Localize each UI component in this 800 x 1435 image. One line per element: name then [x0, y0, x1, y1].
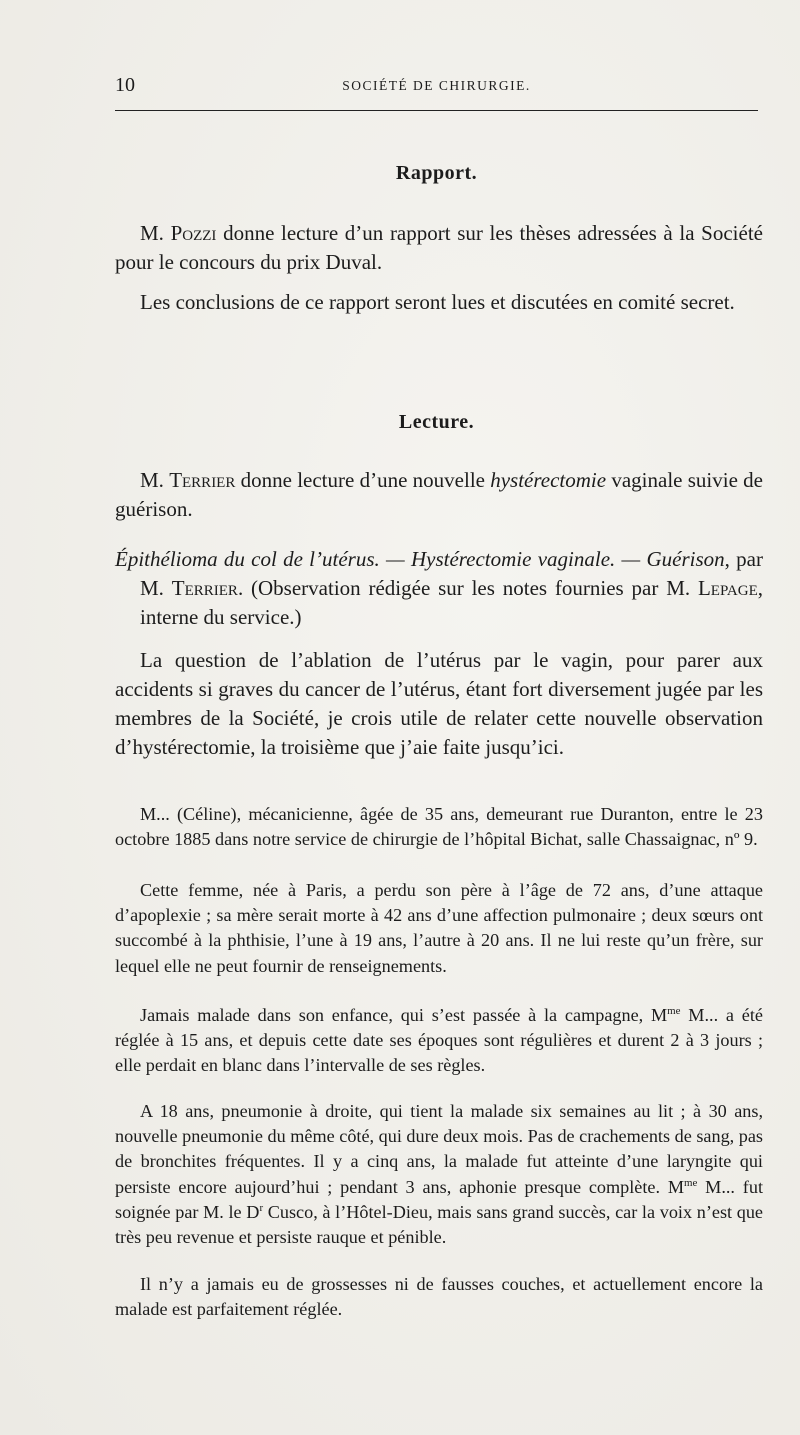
title-end: , interne du service.) [140, 576, 763, 629]
lecture-p1-pre: M. [140, 468, 170, 492]
intro-paragraph: La question de l’ablation de l’utérus par le vagin, pour parer aux accidents si graves du cancer de l’utérus, étant fort diversement jugée par les membres de la Société, je crois utile de relater cette nouvelle observation d’hystérectomie, la troisième que j’aie faite jusqu’ici. [115, 648, 763, 759]
rapport-p1-post: donne lecture d’un rapport sur les thèses adressées à la Société pour le concours du prix Duval. [115, 221, 763, 274]
rapport-paragraph-1 [115, 219, 763, 277]
lecture-p1-mid: donne lecture d’une nouvelle [235, 468, 491, 492]
title-name-lepage: Lepage [697, 576, 758, 600]
lecture-italic: hystérectomie [490, 468, 607, 492]
header-rule [115, 110, 758, 111]
title-name-terrier: Terrier [171, 576, 238, 600]
running-head: SOCIÉTÉ DE CHIRURGIE. [342, 78, 531, 93]
obs-p3-sup: me [667, 1004, 681, 1017]
section-heading-lecture: Lecture. [398, 411, 475, 433]
obs-p4-c: Cusco, à l’Hôtel-Dieu, mais sans grand succès, car la voix n’est que très peu revenue et persiste rauque et pénible. [115, 1201, 764, 1248]
obs-p4-sup1: me [684, 1176, 698, 1189]
name-terrier: Terrier [169, 468, 236, 492]
obs-p4-a: A 18 ans, pneumonie à droite, qui tient la malade six semaines au lit ; à 30 ans, nouvelle pneumonie du même côté, qui dure deux mois. Pas de crachements de sang, pas de bronchites fréquentes. Il y a cinq ans, la malade fut atteinte d’une laryngite qui persiste encore aujourd’hui ; pendant 3 ans, aphonie presque complète. M [115, 1101, 764, 1197]
obs-p3-b: M... a été réglée à 15 ans, et depuis cette date ses époques sont régulières et durent 2 à 3 jours ; elle perdait en blanc dans l’intervalle de ses règles. [115, 1005, 763, 1076]
name-pozzi: Pozzi [170, 221, 217, 245]
title-italic: Épithélioma du col de l’utérus. — Hystérectomie vaginale. — Guérison [115, 547, 725, 571]
obs-p4-b: M... fut soignée par M. le D [115, 1176, 763, 1222]
obs-p4-sup2: r [259, 1201, 264, 1214]
section-heading-rapport: Rapport. [395, 162, 478, 184]
rapport-paragraph-2: Les conclusions de ce rapport seront lues et discutées en comité secret. [140, 290, 735, 314]
rapport-p1-pre: M. [140, 221, 171, 245]
observation-paragraph-4 [115, 1099, 763, 1250]
lecture-paragraph [115, 466, 763, 524]
observation-title [115, 545, 763, 632]
title-mid2: . (Observation rédigée sur les notes fournies par M. [237, 576, 698, 600]
lecture-p1-post: vaginale suivie de guérison. [115, 468, 763, 521]
observation-paragraph-1: M... (Céline), mécanicienne, âgée de 35 ans, demeurant rue Duranton, entre le 23 octobre 1885 dans notre service de chirurgie de l’hôpital Bichat, salle Chassaignac, nº 9. [115, 804, 763, 850]
title-mid1: , par M. [140, 547, 763, 600]
observation-paragraph-2: Cette femme, née à Paris, a perdu son père à l’âge de 72 ans, d’une attaque d’apoplexie ; sa mère serait morte à 42 ans d’une affection pulmonaire ; deux sœurs ont succombé à la phthisie, l’une à 19 ans, l’autre à 20 ans. Il ne lui reste qu’un frère, sur lequel elle ne peut fournir de renseignements. [115, 880, 763, 976]
page-number: 10 [115, 74, 135, 96]
observation-paragraph-5: Il n’y a jamais eu de grossesses ni de fausses couches, et actuellement encore la malade est parfaitement réglée. [115, 1274, 763, 1320]
page-header [115, 74, 758, 100]
obs-p3-a: Jamais malade dans son enfance, qui s’est passée à la campagne, M [140, 1005, 668, 1025]
observation-paragraph-3 [115, 1003, 763, 1079]
